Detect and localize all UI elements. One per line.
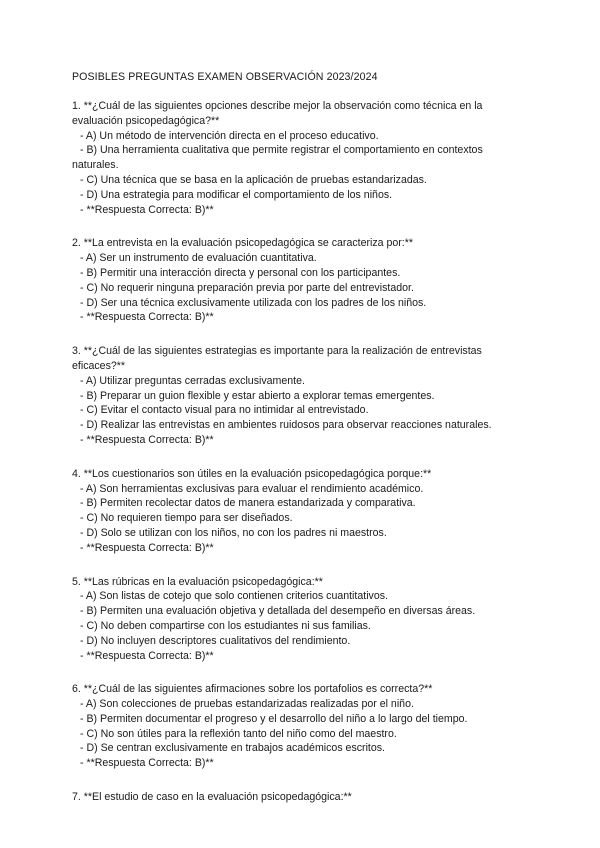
question-7: [72, 790, 542, 805]
answer-option-line: - B) Permiten una evaluación objetiva y detallada del desempeño en diversas áreas.: [80, 605, 476, 618]
answer-option-line: - C) No son útiles para la reflexión tanto del niño como del maestro.: [80, 727, 397, 740]
document-title: POSIBLES PREGUNTAS EXAMEN OBSERVACIÓN 2023/2024: [72, 71, 378, 83]
question-stem-line: 5. **Las rúbricas en la evaluación psicopedagógica:**: [72, 575, 323, 588]
question-stem-line: 7. **El estudio de caso en la evaluación psicopedagógica:**: [72, 791, 352, 804]
correct-answer-line: - **Respuesta Correcta: B)**: [80, 757, 214, 770]
answer-option-line: - D) Solo se utilizan con los niños, no con los padres ni maestros.: [80, 526, 387, 539]
question-6: [72, 682, 542, 771]
question-stem-line: evaluación psicopedagógica?**: [72, 114, 220, 127]
question-stem-line: 6. **¿Cuál de las siguientes afirmaciones sobre los portafolios es correcta?**: [72, 683, 433, 696]
answer-option-line: - C) Una técnica que se basa en la aplicación de pruebas estandarizadas.: [80, 173, 427, 186]
question-stem-line: eficaces?**: [72, 359, 125, 372]
question-stem-line: 2. **La entrevista en la evaluación psicopedagógica se caracteriza por:**: [72, 237, 413, 250]
correct-answer-line: - **Respuesta Correcta: B)**: [80, 203, 214, 216]
answer-option-line: - A) Son listas de cotejo que solo contienen criterios cuantitativos.: [80, 590, 388, 603]
answer-option-line: - C) No deben compartirse con los estudiantes ni sus familias.: [80, 619, 371, 632]
answer-option-line: naturales.: [72, 159, 119, 172]
answer-option-line: - A) Son herramientas exclusivas para evaluar el rendimiento académico.: [80, 482, 424, 495]
correct-answer-line: - **Respuesta Correcta: B)**: [80, 649, 214, 662]
question-4: [72, 467, 542, 556]
question-stem-line: 1. **¿Cuál de las siguientes opciones describe mejor la observación como técnica en la: [72, 100, 483, 112]
answer-option-line: - C) No requieren tiempo para ser diseñados.: [80, 512, 293, 525]
answer-option-line: - A) Un método de intervención directa en el proceso educativo.: [80, 129, 379, 142]
question-2: [72, 236, 542, 325]
answer-option-line: - C) Evitar el contacto visual para no intimidar al entrevistado.: [80, 404, 369, 417]
answer-option-line: - B) Permiten recolectar datos de manera estandarizada y comparativa.: [80, 497, 416, 510]
answer-option-line: - A) Utilizar preguntas cerradas exclusivamente.: [80, 374, 305, 387]
correct-answer-line: - **Respuesta Correcta: B)**: [80, 311, 214, 324]
answer-option-line: - B) Una herramienta cualitativa que permite registrar el comportamiento en contextos: [80, 144, 483, 157]
answer-option-line: - D) No incluyen descriptores cualitativos del rendimiento.: [80, 634, 351, 647]
answer-option-line: - B) Preparar un guion flexible y estar abierto a explorar temas emergentes.: [80, 389, 435, 402]
question-list: [72, 99, 542, 824]
question-stem-line: 3. **¿Cuál de las siguientes estrategias es importante para la realización de entrevistas: [72, 345, 482, 358]
question-stem-line: 4. **Los cuestionarios son útiles en la evaluación psicopedagógica porque:**: [72, 467, 432, 480]
question-5: [72, 575, 542, 664]
answer-option-line: - D) Se centran exclusivamente en trabajos académicos escritos.: [80, 742, 385, 755]
answer-option-line: - B) Permiten documentar el progreso y el desarrollo del niño a lo largo del tiempo.: [80, 712, 468, 725]
correct-answer-line: - **Respuesta Correcta: B)**: [80, 541, 214, 554]
answer-option-line: - D) Una estrategia para modificar el comportamiento de los niños.: [80, 188, 393, 201]
correct-answer-line: - **Respuesta Correcta: B)**: [80, 433, 214, 446]
question-3: [72, 344, 542, 448]
question-1: [72, 99, 542, 217]
answer-option-line: - B) Permitir una interacción directa y personal con los participantes.: [80, 266, 401, 279]
answer-option-line: - D) Realizar las entrevistas en ambientes ruidosos para observar reacciones naturales.: [80, 419, 492, 432]
answer-option-line: - D) Ser una técnica exclusivamente utilizada con los padres de los niños.: [80, 296, 427, 309]
answer-option-line: - A) Ser un instrumento de evaluación cuantitativa.: [80, 252, 317, 265]
answer-option-line: - A) Son colecciones de pruebas estandarizadas realizadas por el niño.: [80, 698, 414, 711]
answer-option-line: - C) No requerir ninguna preparación previa por parte del entrevistador.: [80, 281, 414, 294]
